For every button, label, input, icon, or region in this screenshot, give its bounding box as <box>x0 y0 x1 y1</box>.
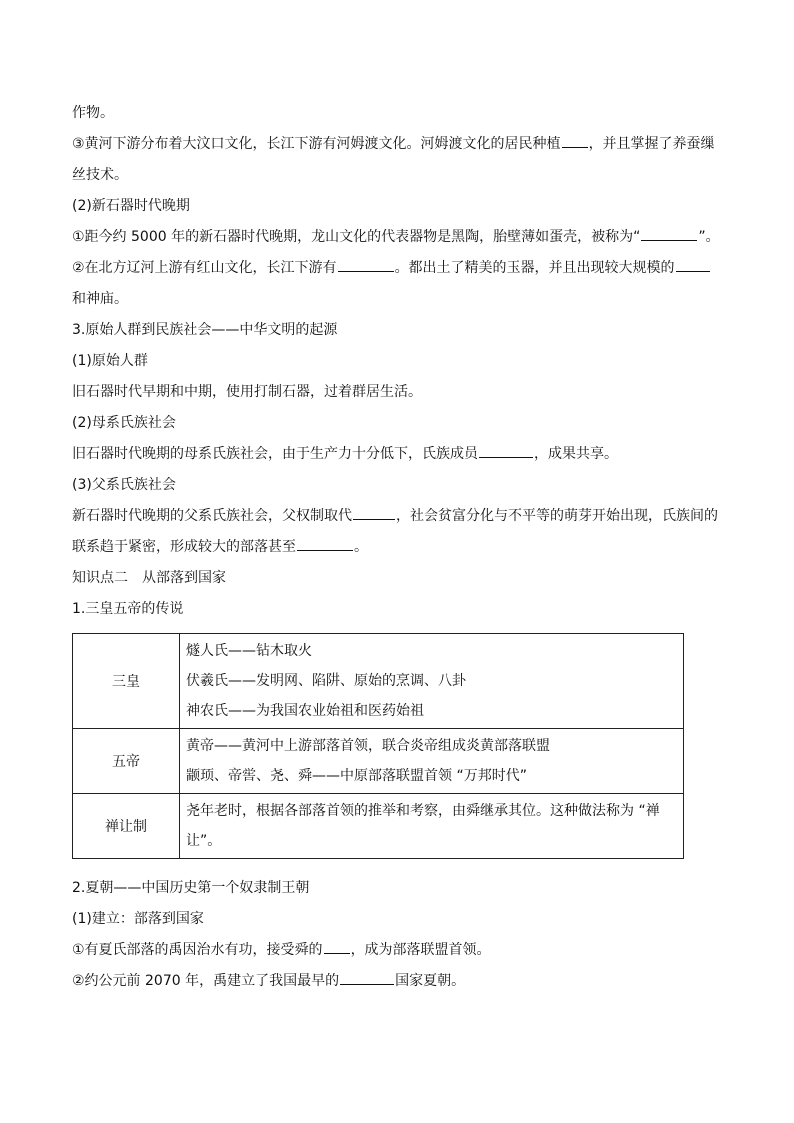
table-cell <box>180 729 684 794</box>
table-row <box>73 794 684 859</box>
table-cell-line: 神农氏——为我国农业始祖和医药始祖 <box>186 703 424 719</box>
text-run: (2)母系氏族社会 <box>72 415 176 431</box>
text-run: 旧石器时代晚期的母系氏族社会，由于生产力十分低下，氏族成员 <box>72 446 478 462</box>
text-line <box>72 966 724 997</box>
text-run: ①距今约 5000 年的新石器时代晚期，龙山文化的代表器物是黑陶，胎壁薄如蛋壳，被称为“ <box>72 229 641 245</box>
text-run: (2)新石器时代晚期 <box>72 198 190 214</box>
text-line <box>72 253 724 284</box>
text-section-top <box>72 98 724 625</box>
fill-in-blank[interactable] <box>676 255 710 272</box>
table-cell-line: 伏羲氏——发明网、陷阱、原始的烹调、八卦 <box>186 673 466 689</box>
text-run: ”。 <box>698 229 720 245</box>
document-page <box>72 98 724 997</box>
text-line <box>72 470 724 501</box>
table-cell-line: 黄帝——黄河中上游部落首领，联合炎帝组成炎黄部落联盟 <box>186 738 550 754</box>
text-run: 国家夏朝。 <box>395 973 466 989</box>
fill-in-blank[interactable] <box>641 224 697 241</box>
text-run: 1.三皇五帝的传说 <box>72 601 184 617</box>
text-run: 作物。 <box>72 105 114 121</box>
table-row-header: 三皇 <box>73 634 180 729</box>
text-run: 丝技术。 <box>72 167 128 183</box>
text-line <box>72 315 724 346</box>
table-row-header: 五帝 <box>73 729 180 794</box>
text-line <box>72 284 724 315</box>
table-cell-line: 尧年老时，根据各部落首领的推举和考察，由舜继承其位。这种做法称为 “禅 <box>186 803 660 819</box>
text-run: (1)建立：部落到国家 <box>72 911 204 927</box>
table-cell-line: 颛顼、帝喾、尧、舜——中原部落联盟首领 “万邦时代” <box>186 768 527 784</box>
fill-in-blank[interactable] <box>297 534 353 551</box>
text-line <box>72 594 724 625</box>
text-line <box>72 532 724 563</box>
text-run: 和神庙。 <box>72 291 128 307</box>
text-line <box>72 873 724 904</box>
fill-in-blank[interactable] <box>353 503 395 520</box>
text-line <box>72 160 724 191</box>
text-run: 。 <box>354 539 368 555</box>
text-run: ，社会贫富分化与不平等的萌芽开始出现，氏族间的 <box>396 508 718 524</box>
text-line <box>72 439 724 470</box>
spacer <box>72 859 724 873</box>
table-cell-line: 让”。 <box>186 833 222 849</box>
text-run: ③黄河下游分布着大汶口文化，长江下游有河姆渡文化。河姆渡文化的居民种植 <box>72 136 561 152</box>
text-run: 联系趋于紧密，形成较大的部落甚至 <box>72 539 296 555</box>
text-line <box>72 904 724 935</box>
text-line <box>72 377 724 408</box>
text-run: 3.原始人群到民族社会——中华文明的起源 <box>72 322 338 338</box>
fill-in-blank[interactable] <box>324 937 350 954</box>
text-run: 新石器时代晚期的父系氏族社会，父权制取代 <box>72 508 352 524</box>
text-line <box>72 501 724 532</box>
text-line <box>72 191 724 222</box>
text-line <box>72 935 724 966</box>
text-line <box>72 129 724 160</box>
table-cell <box>180 794 684 859</box>
text-line <box>72 346 724 377</box>
text-line <box>72 563 724 594</box>
text-run: 知识点二 从部落到国家 <box>72 570 226 586</box>
fill-in-blank[interactable] <box>338 255 394 272</box>
legend-table <box>72 633 684 859</box>
text-run: 旧石器时代早期和中期，使用打制石器，过着群居生活。 <box>72 384 422 400</box>
table-row <box>73 634 684 729</box>
fill-in-blank[interactable] <box>340 968 394 985</box>
fill-in-blank[interactable] <box>562 131 588 148</box>
text-run: (1)原始人群 <box>72 353 148 369</box>
text-section-bottom <box>72 873 724 997</box>
text-line <box>72 98 724 129</box>
text-run: ①有夏氏部落的禹因治水有功，接受舜的 <box>72 942 323 958</box>
text-run: ，成果共享。 <box>534 446 618 462</box>
text-run: 。都出土了精美的玉器，并且出现较大规模的 <box>394 260 675 276</box>
text-run: ，成为部落联盟首领。 <box>350 942 491 958</box>
table-cell-line: 燧人氏——钻木取火 <box>186 643 312 659</box>
text-run: ②约公元前 2070 年，禹建立了我国最早的 <box>72 973 340 989</box>
text-line <box>72 222 724 253</box>
text-run: ，并且掌握了养蚕缫 <box>588 136 715 152</box>
text-run: 2.夏朝——中国历史第一个奴隶制王朝 <box>72 880 310 896</box>
text-run: (3)父系氏族社会 <box>72 477 176 493</box>
table-cell <box>180 634 684 729</box>
text-line <box>72 408 724 439</box>
fill-in-blank[interactable] <box>479 441 533 458</box>
table-row-header: 禅让制 <box>73 794 180 859</box>
text-run: ②在北方辽河上游有红山文化，长江下游有 <box>72 260 337 276</box>
table-row <box>73 729 684 794</box>
